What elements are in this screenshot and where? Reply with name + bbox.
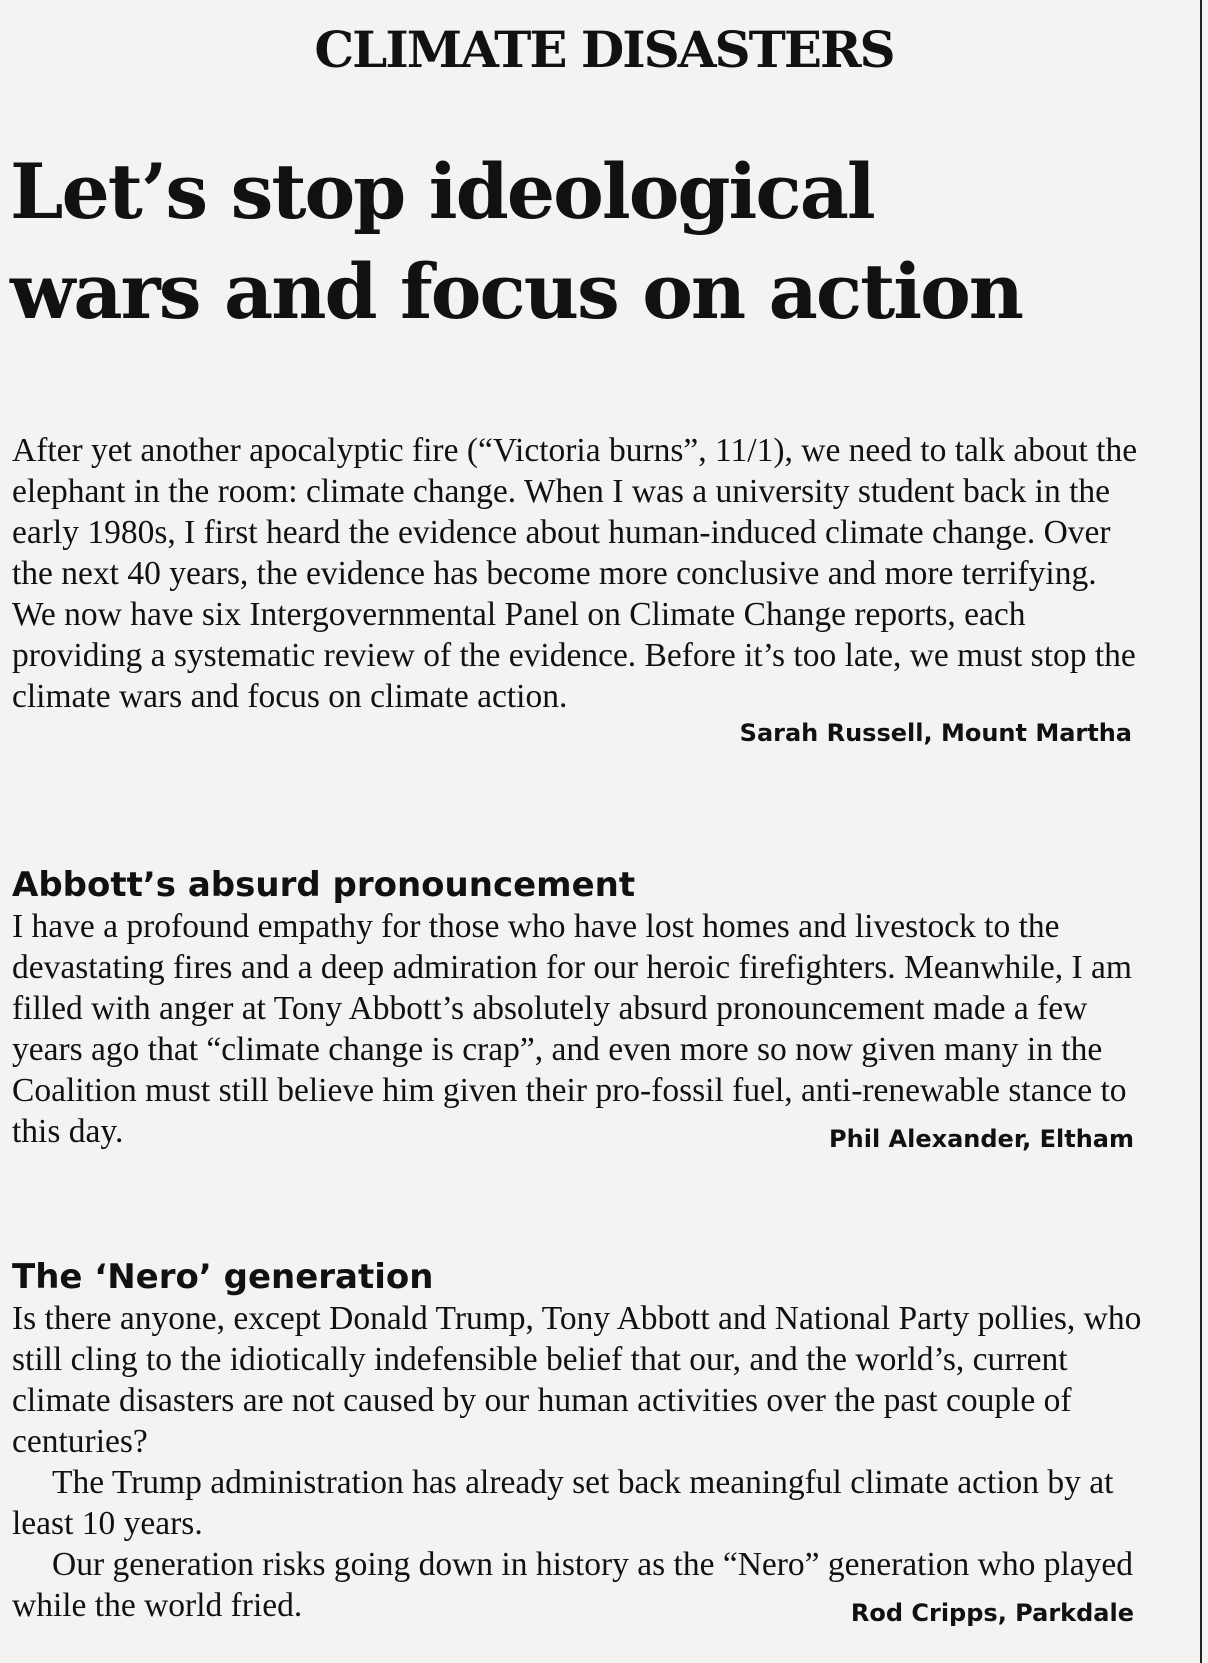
letter-paragraph-2: The Trump administration has already set back meaningful climate action by at least 10 years. xyxy=(12,1464,1114,1542)
letter-paragraph-3 xyxy=(12,1544,1142,1626)
headline-line-1: Let’s stop ideological xyxy=(10,147,874,236)
column-rule xyxy=(1200,0,1202,1663)
headline xyxy=(10,142,1190,342)
letter-heading: Abbott’s absurd pronouncement xyxy=(12,865,636,905)
letter-author-block xyxy=(12,719,1142,747)
section-label: CLIMATE DISASTERS xyxy=(314,20,894,79)
letter-author: Phil Alexander, Eltham xyxy=(829,1125,1134,1153)
headline-line-2: wars and focus on action xyxy=(10,247,1023,336)
letter-body: After yet another apocalyptic fire (“Victoria burns”, 11/1), we need to talk about the elephant in the room: climate change. When I was a university student back in the early 1980s, I first heard the evidence about human-induced climate change. Over the next 40 years, the evidence has become more conclusive and more terrifying. We now have six Intergovernmental Panel on Climate Change reports, each providing a systematic review of the evidence. Before it’s too late, we must stop the climate wars and focus on climate action. xyxy=(12,432,1138,715)
letter-heading: The ‘Nero’ generation xyxy=(12,1257,434,1297)
letter-author: Rod Cripps, Parkdale xyxy=(850,1599,1134,1627)
letter-phil-alexander xyxy=(12,864,1142,1160)
letter-body xyxy=(12,906,1142,1152)
letter-paragraph-3-text: Our generation risks going down in history as the “Nero” generation who played while the world fried. xyxy=(12,1546,1134,1624)
letter-body-text: I have a profound empathy for those who have lost homes and livestock to the devastating fires and a deep admiration for our heroic firefighters. Meanwhile, I am filled with anger at Tony Abbott’s absolutely absurd pronouncement made a few years ago that “climate change is crap”, and even more so now given many in the Coalition must still believe him given their pro-fossil fuel, anti-renewable stance to this day. xyxy=(12,908,1132,1150)
letter-rod-cripps xyxy=(12,1256,1142,1634)
letter-author: Sarah Russell, Mount Martha xyxy=(739,719,1132,747)
letter-paragraph-1: Is there anyone, except Donald Trump, Tony Abbott and National Party pollies, who still cling to the idiotically indefensible belief that our, and the world’s, current climate disasters are not caused by our human activities over the past couple of centuries? xyxy=(12,1300,1142,1460)
letter-sarah-russell xyxy=(12,430,1142,747)
